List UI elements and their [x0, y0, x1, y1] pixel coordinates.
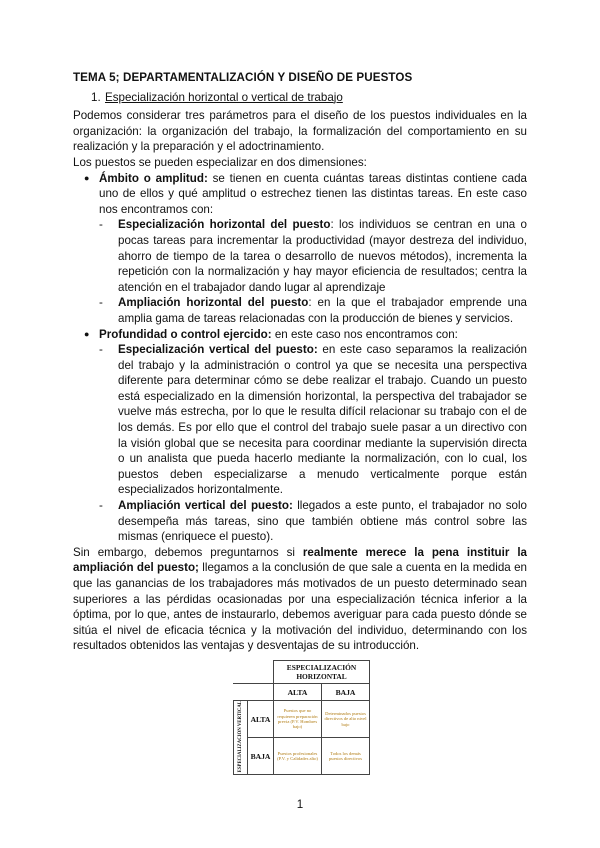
matrix-cell: Puestos profesionales (P.V. y Calidades alto)	[274, 738, 322, 775]
specialization-matrix-figure	[233, 660, 369, 773]
bullet-icon: ●	[84, 328, 90, 339]
sub-item-label: Especialización horizontal del puesto	[118, 218, 331, 232]
matrix-cell: Puestos que no requieren preparación previa (P.V. Hombres bajo)	[274, 701, 322, 738]
sub-item-label: Especialización vertical del puesto:	[118, 343, 318, 357]
page-number: 1	[296, 798, 304, 811]
list-item	[73, 342, 527, 498]
section-title: Especialización horizontal o vertical de trabajo	[105, 90, 343, 104]
matrix-column-label: ALTA	[274, 684, 322, 701]
intro-paragraph: Podemos considerar tres parámetros para el diseño de los puestos individuales en la organización: la organización del trabajo, la formalización del comportamiento en su realización y la preparación y el adoctrinamiento.	[73, 109, 527, 154]
section-heading	[91, 90, 527, 106]
list-item	[73, 217, 527, 295]
list-item	[73, 327, 527, 343]
sub-item-text: : los individuos se centran en una o pocas tareas para incrementar la productividad (mayor destreza del individuo, ahorro de tiempo de la tarea o desarrollo de nuevos métodos), incrementa la repetición con la normalización y hay mayor eficiencia de resultados; centra la atención en el trabajador dando lugar al aprendizaje	[118, 218, 527, 294]
list-item	[73, 498, 527, 545]
document-body	[73, 70, 527, 654]
dash-icon: -	[99, 343, 103, 357]
matrix-row-label: BAJA	[248, 738, 274, 775]
bullet-label: Ámbito o amplitud:	[99, 171, 208, 185]
sub-item-text: en este caso separamos la realización del trabajo y la administración o control ya que se necesita una perspectiva diferente para determinar cómo se debe realizar el trabajo. Cuando un puesto está especializado en la dimensión horizontal, la perspectiva del trabajador se vuelve más estrecha, por lo que le resulta difícil relacionar su trabajo con el de los demás. Es por ello que el control del trabajo suele pasar a un directivo con la visión global que se necesita para coordinar mediante la supervisión directa o un analista que pueda hacerlo mediante la normalización, con lo cual, los puestos deben especializarse a menudo verticalmente porque están especializados horizontalmente.	[118, 343, 527, 497]
closing-paragraph	[73, 545, 527, 654]
intro-paragraph-2: Los puestos se pueden especializar en dos dimensiones:	[73, 155, 367, 169]
list-item	[73, 295, 527, 326]
bullet-text: en este caso nos encontramos con:	[271, 327, 458, 341]
matrix-side-text: ESPECIALIZACIÓN VERTICAL	[238, 701, 243, 773]
list-item	[73, 171, 527, 218]
matrix-header: ESPECIALIZACIÓN HORIZONTAL	[274, 661, 370, 684]
matrix-side-label	[234, 701, 248, 775]
sub-item-label: Ampliación horizontal del puesto	[118, 296, 309, 310]
dash-icon: -	[99, 296, 103, 310]
matrix-row-label: ALTA	[248, 701, 274, 738]
matrix-cell: Determinados puestos directivos de alto nivel bajo	[322, 701, 370, 738]
sub-item-text: llegados a este punto, el trabajador no solo desempeña más tareas, sino que también obtiene más control sobre las mismas (enriquece el puesto).	[118, 499, 527, 544]
bullet-label: Profundidad o control ejercido:	[99, 327, 272, 341]
sub-item-text: : en la que el trabajador emprende una amplia gama de tareas relacionadas con la producción de bienes y servicios.	[118, 296, 527, 325]
closing-text-bold: realmente merece la pena instituir la ampliación del puesto;	[73, 545, 528, 575]
matrix-cell: Todos los demás puestos directivos	[322, 738, 370, 775]
dash-icon: -	[99, 499, 103, 513]
dimension-list	[73, 171, 527, 545]
specialization-matrix	[233, 660, 370, 775]
document-title: TEMA 5; DEPARTAMENTALIZACIÓN Y DISEÑO DE PUESTOS	[73, 71, 413, 84]
bullet-icon: ●	[84, 172, 90, 183]
matrix-column-label: BAJA	[322, 684, 370, 701]
section-number: 1.	[91, 90, 101, 104]
matrix-corner	[234, 684, 274, 701]
matrix-corner	[234, 661, 274, 684]
bullet-text: se tienen en cuenta cuántas tareas distintas contiene cada uno de ellos y qué amplitud o estrechez tienen las distintas tareas. En este caso nos encontramos con:	[99, 171, 527, 216]
closing-text-end: llegamos a la conclusión de que sale a cuenta en la medida en que las ganancias de los trabajadores más motivados de un puesto determinado sean superiores a las pérdidas ocasionadas por una especialización técnica inferior a la óptima, por lo que, antes de instaurarlo, debemos averiguar para cada puesto dónde se sitúa el nivel de eficacia técnica y la motivación del individuo, determinando con los resultados obtenidos las ventajas y desventajas de su introducción.	[73, 561, 527, 653]
dash-icon: -	[99, 218, 103, 232]
closing-text-start: Sin embargo, debemos preguntarnos si	[73, 545, 303, 559]
sub-item-label: Ampliación vertical del puesto:	[118, 499, 293, 513]
